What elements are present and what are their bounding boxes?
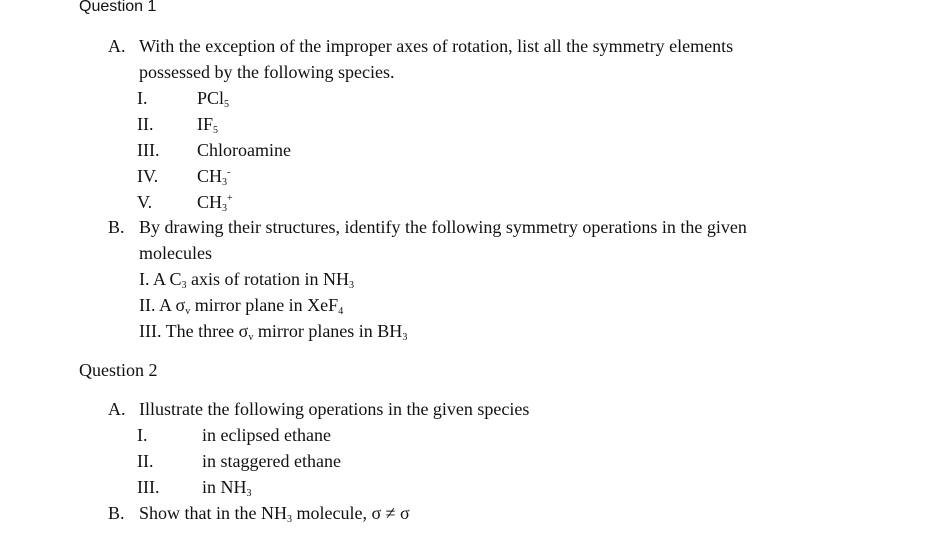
q1-b-item: I. A $C_3$ axis of rotation in $NH_3$	[139, 269, 354, 291]
q2-a-item-num: II.	[137, 451, 154, 471]
q1-a-item-num: IV.	[137, 166, 159, 186]
q2-a-item-num: I.	[137, 425, 148, 445]
q2-b-label: B.	[108, 503, 125, 523]
q1-a-item-species: $CH_3^-$	[197, 166, 231, 188]
q1-a-label: A.	[108, 36, 126, 56]
q1-a-item-num: I.	[137, 88, 148, 108]
q2-a-item-text: in $NH_3$	[202, 477, 252, 499]
q1-b-item: II. A $\sigma_v$ mirror plane in XeF$_4$	[139, 295, 344, 317]
q2-a-item-text: in staggered ethane	[202, 451, 341, 471]
q1-b-line-2: molecules	[139, 243, 212, 263]
q2-b-line: Show that in the $NH_3$ molecule, σ ≠ σ	[139, 503, 410, 525]
q1-a-item-species: PCl$_5$	[197, 88, 230, 110]
q1-a-item-species: Chloroamine	[197, 140, 291, 160]
q1-a-item-species: $CH_3^+$	[197, 192, 233, 214]
q1-a-item-species: $IF_5$	[197, 114, 219, 136]
question-2-title: Question 2	[79, 360, 158, 380]
q1-a-item-num: III.	[137, 140, 160, 160]
q2-a-item-text: in eclipsed ethane	[202, 425, 331, 445]
q1-b-line-1: By drawing their structures, identify the following symmetry operations in the given	[139, 217, 747, 237]
question-1-title: Question 1	[79, 0, 157, 15]
q1-b-label: B.	[108, 217, 125, 237]
q2-a-item-num: III.	[137, 477, 160, 497]
q2-a-label: A.	[108, 399, 126, 419]
q2-a-line-1: Illustrate the following operations in the given species	[139, 399, 530, 419]
q1-b-item: III. The three $\sigma_v$ mirror planes in $BH_3$	[139, 321, 408, 343]
q1-a-line-2: possessed by the following species.	[139, 62, 395, 82]
q1-a-line-1: With the exception of the improper axes of rotation, list all the symmetry elements	[139, 36, 734, 56]
q1-a-item-num: II.	[137, 114, 154, 134]
q1-a-item-num: V.	[137, 192, 153, 212]
